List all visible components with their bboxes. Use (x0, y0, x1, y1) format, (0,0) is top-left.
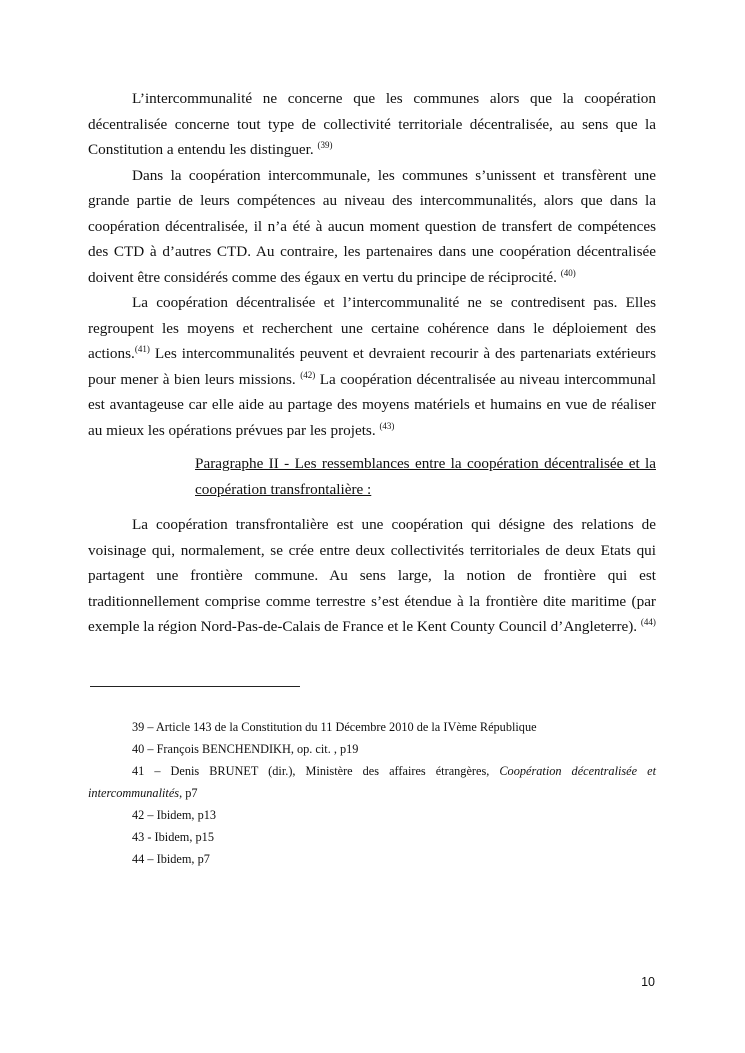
footnote-ref-40: (40) (560, 267, 576, 278)
footnote-text: , p7 (179, 786, 198, 800)
footnote-39: 39 – Article 143 de la Constitution du 11 Décembre 2010 de la IVème République (132, 720, 537, 734)
paragraph-contradiction (88, 290, 656, 443)
section-heading: Paragraphe II - Les ressemblances entre la coopération décentralisée et la coopération transfrontalière : (195, 455, 656, 498)
paragraph-text: L’intercommunalité ne concerne que les communes alors que la coopération décentralisée concerne tout type de collectivité territoriale décentralisée, au sens que la Constitution a entendu les distinguer. (88, 90, 656, 158)
footnote-40: 40 – François BENCHENDIKH, op. cit. , p19 (132, 742, 359, 756)
footnote-41-title: Coopération décentralisée et intercommunalités (88, 764, 656, 800)
footnote-separator (90, 686, 300, 687)
footnote-44: 44 – Ibidem, p7 (132, 852, 210, 866)
paragraph-text: La coopération décentralisée au niveau intercommunal est avantageuse car elle aide au partage des moyens matériels et humains en vue de réaliser au mieux les opérations prévues par les projets. (88, 370, 657, 439)
paragraph-transfert (88, 163, 656, 291)
footnote-ref-39: (39) (317, 140, 333, 150)
footnote-ref-44: (44) (640, 617, 656, 627)
footnote-43: 43 - Ibidem, p15 (132, 830, 214, 844)
page-number: 10 (641, 975, 655, 989)
footnote-41 (88, 760, 656, 804)
paragraph-text: La coopération décentralisée et l’intercommunalité ne se contredisent pas. Elles regroupent les moyens et recherchent une certaine cohérence dans le déploiement des actions. (88, 294, 656, 362)
footnote-text: 41 – Denis BRUNET (dir.), Ministère des affaires étrangères, (132, 764, 490, 778)
paragraph-intercommunalite (88, 86, 656, 163)
paragraph-transfrontaliere (88, 512, 656, 640)
footnote-ref-43: (43) (379, 420, 395, 431)
footnote-ref-41: (41) (134, 344, 150, 354)
body-text (88, 86, 656, 640)
footnote-ref-42: (42) (300, 369, 316, 380)
paragraph-text: Les intercommunalités peuvent et devraient recourir à des partenariats extérieurs pour mener à bien leurs missions. (88, 345, 656, 388)
paragraph-text: Dans la coopération intercommunale, les communes s’unissent et transfèrent une grande partie de leurs compétences au niveau des intercommunalités, alors que dans la coopération décentralisée, il n’a été à aucun moment question de transfert de compétences des CTD à d’autres CTD. Au contraire, les partenaires dans une coopération décentralisée doivent être considérés comme des égaux en vertu du principe de réciprocité. (88, 166, 656, 286)
footnote-42: 42 – Ibidem, p13 (132, 808, 217, 822)
footnotes (88, 716, 656, 870)
paragraph-text: La coopération transfrontalière est une coopération qui désigne des relations de voisinage qui, normalement, se crée entre deux collectivités territoriales de deux Etats qui partagent une frontière commune. Au sens large, la notion de frontière qui est traditionnellement comprise comme terrestre s’est étendue à la frontière dite maritime (par exemple la région Nord-Pas-de-Calais de France et le Kent County Council d’Angleterre). (88, 516, 656, 635)
